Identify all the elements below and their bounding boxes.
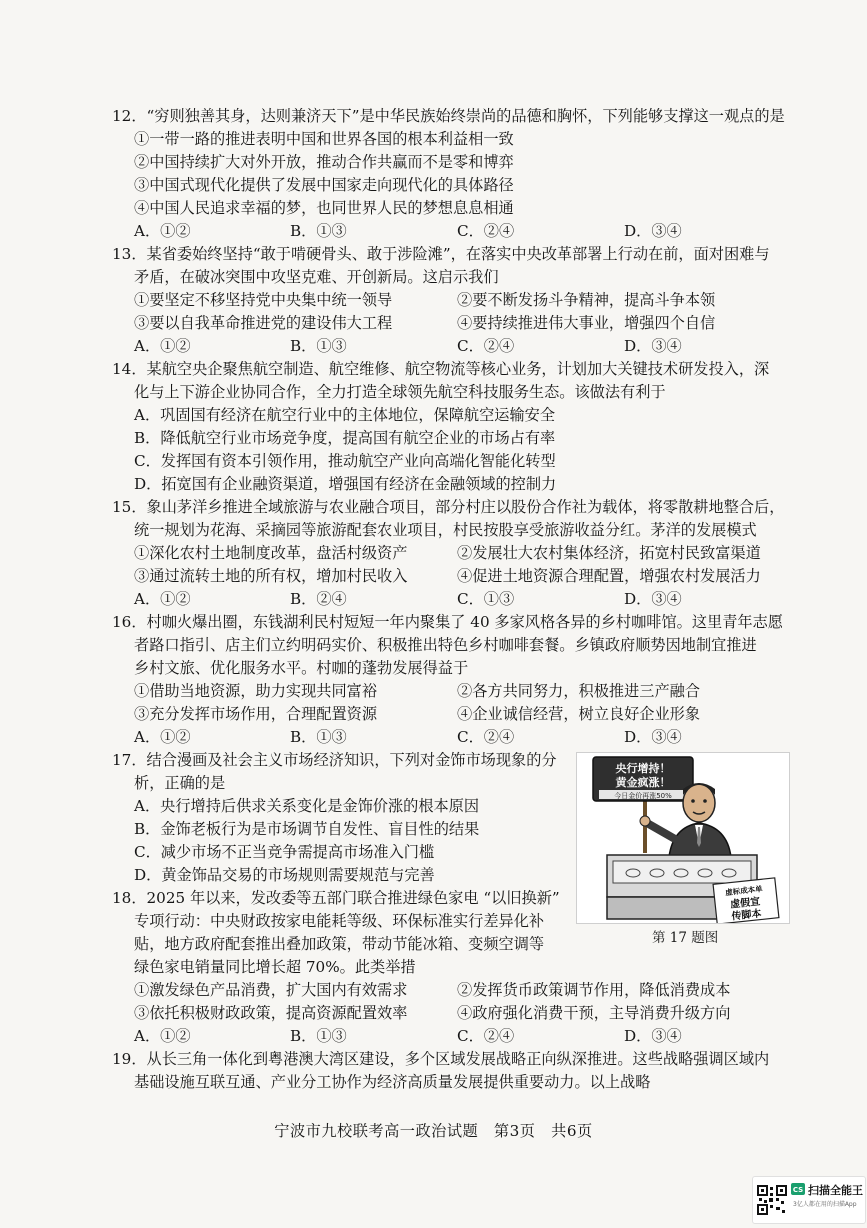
question-18-stem-line-2: 专项行动：中央财政按家电能耗等级、环保标准实行差异化补 <box>134 912 545 930</box>
question-18-option-c: C．②④ <box>457 1027 515 1045</box>
question-14-option-a: A．巩固国有经济在航空行业中的主体地位，保障航空运输安全 <box>134 406 556 424</box>
scanner-app-name: 扫描全能王 <box>808 1184 863 1197</box>
question-18-statement-2: ②发挥货币政策调节作用，降低消费成本 <box>457 981 731 999</box>
scanner-watermark <box>752 1176 866 1224</box>
question-13-option-b: B．①③ <box>290 337 347 355</box>
question-16-statement-2: ②各方共同努力，积极推进三产融合 <box>457 682 700 700</box>
question-19-stem-line-2: 基础设施互联互通、产业分工协作为经济高质量发展提供重要动力。以上战略 <box>134 1073 651 1091</box>
question-16-option-a: A．①② <box>134 728 191 746</box>
question-14-stem-line-1: 14．某航空央企聚焦航空制造、航空维修、航空物流等核心业务，计划加大关键技术研发投入，深 <box>112 360 770 378</box>
question-16-option-c: C．②④ <box>457 728 515 746</box>
question-16-stem-line-1: 16．村咖火爆出圈，东钱湖利民村短短一年内聚集了 40 多家风格各异的乡村咖啡馆。这里青年志愿 <box>112 613 783 631</box>
question-15-stem-line-1: 15．象山茅洋乡推进全域旅游与农业融合项目，部分村庄以股份合作社为载体，将零散耕地整合后， <box>112 498 785 516</box>
camscanner-badge-text: CS <box>792 1186 804 1194</box>
question-17-stem-line-1: 17．结合漫画及社会主义市场经济知识，下列对金饰市场现象的分 <box>112 751 557 769</box>
question-18-stem-line-1: 18．2025 年以来，发改委等五部门联合推进绿色家电 “以旧换新” <box>112 889 560 907</box>
scanner-tagline: 3亿人都在用的扫描App <box>793 1201 857 1208</box>
question-16-stem-line-2: 者路口指引、店主们立约明码实价、积极推出特色乡村咖啡套餐。乡镇政府顺势因地制宜推进 <box>134 636 757 654</box>
question-12-statement-1: ①一带一路的推进表明中国和世界各国的根本利益相一致 <box>134 130 514 148</box>
question-14-option-b: B．降低航空行业市场竞争度，提高国有航空企业的市场占有率 <box>134 429 556 447</box>
question-16-statement-1: ①借助当地资源，助力实现共同富裕 <box>134 682 377 700</box>
question-13-statement-4: ④要持续推进伟大事业，增强四个自信 <box>457 314 716 332</box>
question-14-option-c: C．发挥国有资本引领作用，推动航空产业向高端化智能化转型 <box>134 452 556 470</box>
question-19-stem-line-1: 19．从长三角一体化到粤港澳大湾区建设，多个区域发展战略正向纵深推进。这些战略强调区域内 <box>112 1050 770 1068</box>
page-footer: 宁波市九校联考高一政治试题 第3页 共6页 <box>274 1122 593 1140</box>
question-13-stem-line-1: 13．某省委始终坚持“敢于啃硬骨头、敢于涉险滩”，在落实中央改革部署上行动在前，面对困难与 <box>112 245 770 263</box>
question-17-option-a: A．央行增持后供求关系变化是金饰价涨的根本原因 <box>134 797 480 815</box>
question-15-statement-1: ①深化农村土地制度改革，盘活村级资产 <box>134 544 408 562</box>
question-14-stem-line-2: 化与上下游企业协同合作，全力打造全球领先航空科技服务生态。该做法有利于 <box>134 383 666 401</box>
question-18-statement-3: ③依托积极财政政策，提高资源配置效率 <box>134 1004 408 1022</box>
question-15-stem-line-2: 统一规划为花海、采摘园等旅游配套农业项目，村民按股享受旅游收益分红。茅洋的发展模式 <box>134 521 757 539</box>
sign-text-2: 黄金疯涨！ <box>615 776 671 789</box>
question-12-statement-3: ③中国式现代化提供了发展中国家走向现代化的具体路径 <box>134 176 514 194</box>
question-18-option-a: A．①② <box>134 1027 191 1045</box>
question-15-option-a: A．①② <box>134 590 191 608</box>
question-16-option-d: D．③④ <box>624 728 682 746</box>
question-13-statement-1: ①要坚定不移坚持党中央集中统一领导 <box>134 291 393 309</box>
question-14-option-d: D．拓宽国有企业融资渠道，增强国有经济在金融领域的控制力 <box>134 475 557 493</box>
question-12-statement-2: ②中国持续扩大对外开放，推动合作共赢而不是零和博弈 <box>134 153 514 171</box>
comic-drawing <box>577 753 789 923</box>
figure-caption: 第 17 题图 <box>652 930 719 946</box>
camscanner-logo-icon <box>791 1183 805 1195</box>
question-12-statement-4: ④中国人民追求幸福的梦，也同世界人民的梦想息息相通 <box>134 199 514 217</box>
question-12-option-b: B．①③ <box>290 222 347 240</box>
question-13-stem-line-2: 矛盾，在破冰突围中攻坚克难、开创新局。这启示我们 <box>134 268 499 286</box>
question-17-stem-line-2: 析，正确的是 <box>134 774 226 792</box>
sign-text-1: 央行增持！ <box>615 762 671 775</box>
question-16-statement-4: ④企业诚信经营，树立良好企业形象 <box>457 705 700 723</box>
question-18-statement-4: ④政府强化消费干预，主导消费升级方向 <box>457 1004 731 1022</box>
question-17-option-b: B．金饰老板行为是市场调节自发性、盲目性的结果 <box>134 820 480 838</box>
sign-text-3: 今日金价再涨50% <box>614 792 672 800</box>
question-17-option-d: D．黄金饰品交易的市场规则需要规范与完善 <box>134 866 435 884</box>
question-18-stem-line-3: 贴，地方政府配套推出叠加政策，带动节能冰箱、变频空调等 <box>134 935 545 953</box>
paper-text-2: 虚假宣 <box>729 896 761 911</box>
question-18-stem-line-4: 绿色家电销量同比增长超 70%。此类举措 <box>134 958 416 976</box>
paper-text-3: 传脚本 <box>731 908 763 923</box>
question-15-statement-4: ④促进土地资源合理配置，增强农村发展活力 <box>457 567 761 585</box>
question-12-option-a: A．①② <box>134 222 191 240</box>
question-18-statement-1: ①激发绿色产品消费，扩大国内有效需求 <box>134 981 408 999</box>
question-12-option-d: D．③④ <box>624 222 682 240</box>
question-17-option-c: C．减少市场不正当竞争需提高市场准入门槛 <box>134 843 435 861</box>
question-15-option-c: C．①③ <box>457 590 515 608</box>
question-18-option-d: D．③④ <box>624 1027 682 1045</box>
question-13-statement-3: ③要以自我革命推进党的建设伟大工程 <box>134 314 393 332</box>
question-15-statement-2: ②发展壮大农村集体经济，拓宽村民致富渠道 <box>457 544 761 562</box>
question-15-option-d: D．③④ <box>624 590 682 608</box>
question-12-stem: 12．“穷则独善其身，达则兼济天下”是中华民族始终崇尚的品德和胸怀，下列能够支撑这一观点的是 <box>112 107 785 125</box>
paper-text-1: 虚标成本单 <box>724 884 764 898</box>
question-16-statement-3: ③充分发挥市场作用，合理配置资源 <box>134 705 377 723</box>
question-12-option-c: C．②④ <box>457 222 515 240</box>
question-13-option-d: D．③④ <box>624 337 682 355</box>
comic-illustration <box>576 752 790 924</box>
question-16-stem-line-3: 乡村文旅、优化服务水平。村咖的蓬勃发展得益于 <box>134 659 469 677</box>
qr-code-icon <box>757 1185 787 1215</box>
question-18-option-b: B．①③ <box>290 1027 347 1045</box>
question-13-option-c: C．②④ <box>457 337 515 355</box>
question-16-option-b: B．①③ <box>290 728 347 746</box>
question-13-statement-2: ②要不断发扬斗争精神，提高斗争本领 <box>457 291 716 309</box>
question-15-option-b: B．②④ <box>290 590 347 608</box>
question-13-option-a: A．①② <box>134 337 191 355</box>
question-15-statement-3: ③通过流转土地的所有权，增加村民收入 <box>134 567 408 585</box>
